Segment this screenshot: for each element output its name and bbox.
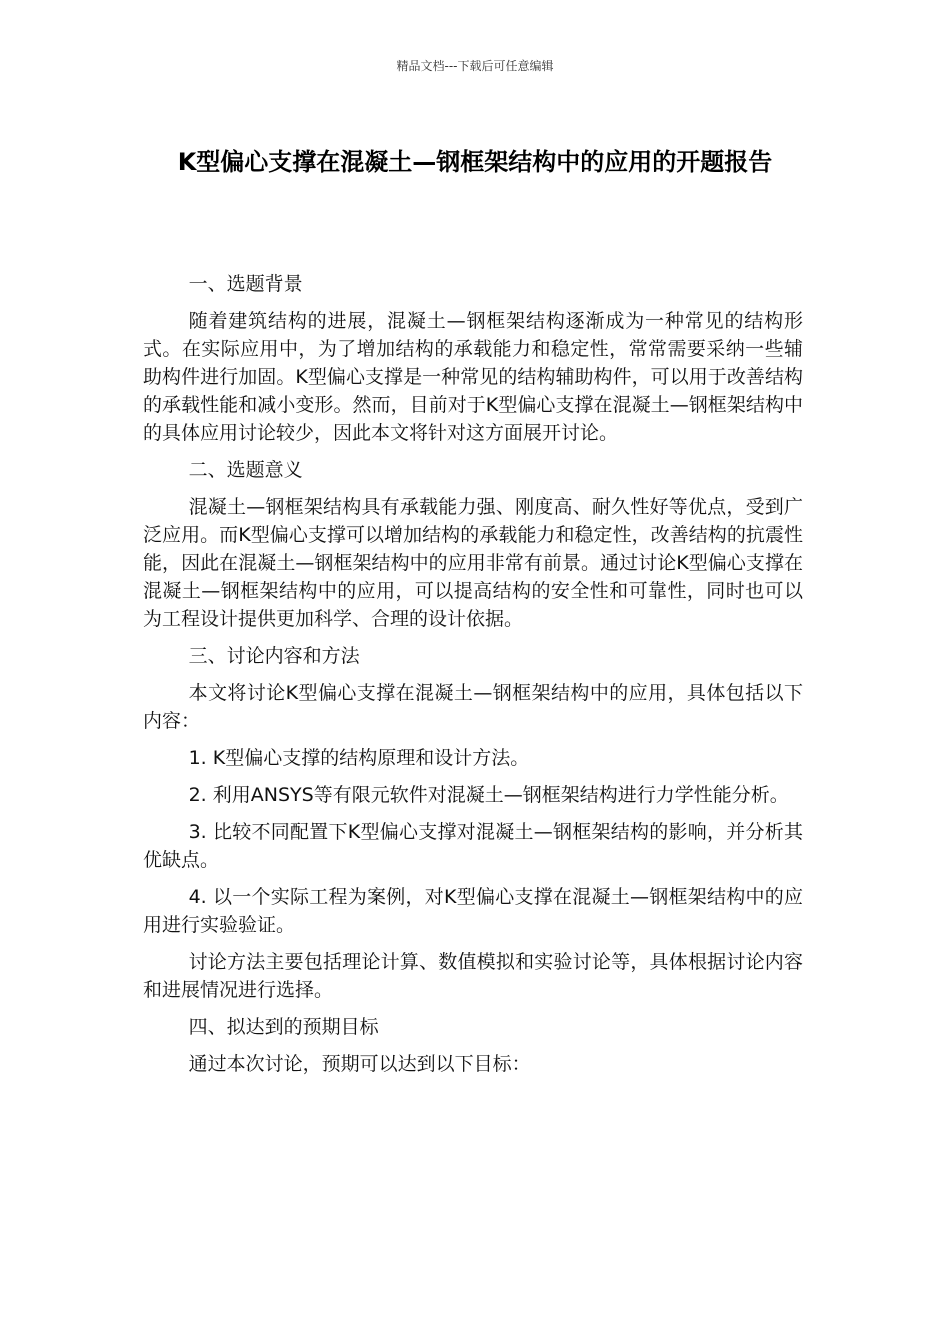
- paragraph: 通过本次讨论，预期可以达到以下目标：: [188, 1053, 531, 1075]
- section-heading: 二、选题意义: [188, 459, 303, 481]
- list-item: 2. 利用ANSYS等有限元软件对混凝土—钢框架结构进行力学性能分析。: [188, 784, 789, 806]
- section-heading: 一、选题背景: [188, 273, 303, 295]
- header-note: 精品文档---下载后可任意编辑: [396, 59, 554, 73]
- section-expected-goals: [143, 1013, 803, 1078]
- paragraph: 本文将讨论K型偏心支撑在混凝土—钢框架结构中的应用，具体包括以下内容：: [143, 682, 803, 732]
- document-title: K型偏心支撑在混凝土—钢框架结构中的应用的开题报告: [177, 148, 773, 176]
- paragraph: 随着建筑结构的进展，混凝土—钢框架结构逐渐成为一种常见的结构形式。在实际应用中，为了增加结构的承载能力和稳定性，常常需要采纳一些辅助构件进行加固。K型偏心支撑是一种常见的结构辅助构件，可以用于改善结构的承载性能和减小变形。然而，目前对于K型偏心支撑在混凝土—钢框架结构中的具体应用讨论较少，因此本文将针对这方面展开讨论。: [143, 310, 803, 444]
- document-body: [143, 270, 803, 1087]
- list-item: 1. K型偏心支撑的结构原理和设计方法。: [188, 747, 530, 769]
- list-item: 3. 比较不同配置下K型偏心支撑对混凝土—钢框架结构的影响，并分析其优缺点。: [143, 821, 803, 871]
- section-significance: [143, 456, 803, 633]
- section-heading: 四、拟达到的预期目标: [188, 1016, 379, 1038]
- paragraph: 讨论方法主要包括理论计算、数值模拟和实验讨论等，具体根据讨论内容和进展情况进行选择。: [143, 951, 803, 1001]
- list-item: 4. 以一个实际工程为案例，对K型偏心支撑在混凝土—钢框架结构中的应用进行实验验证。: [143, 886, 803, 936]
- section-content-methods: [143, 642, 803, 1004]
- section-background: [143, 270, 803, 447]
- section-heading: 三、讨论内容和方法: [188, 645, 360, 667]
- paragraph: 混凝土—钢框架结构具有承载能力强、刚度高、耐久性好等优点，受到广泛应用。而K型偏心支撑可以增加结构的承载能力和稳定性，改善结构的抗震性能，因此在混凝土—钢框架结构中的应用非常有前景。通过讨论K型偏心支撑在混凝土—钢框架结构中的应用，可以提高结构的安全性和可靠性，同时也可以为工程设计提供更加科学、合理的设计依据。: [143, 496, 803, 630]
